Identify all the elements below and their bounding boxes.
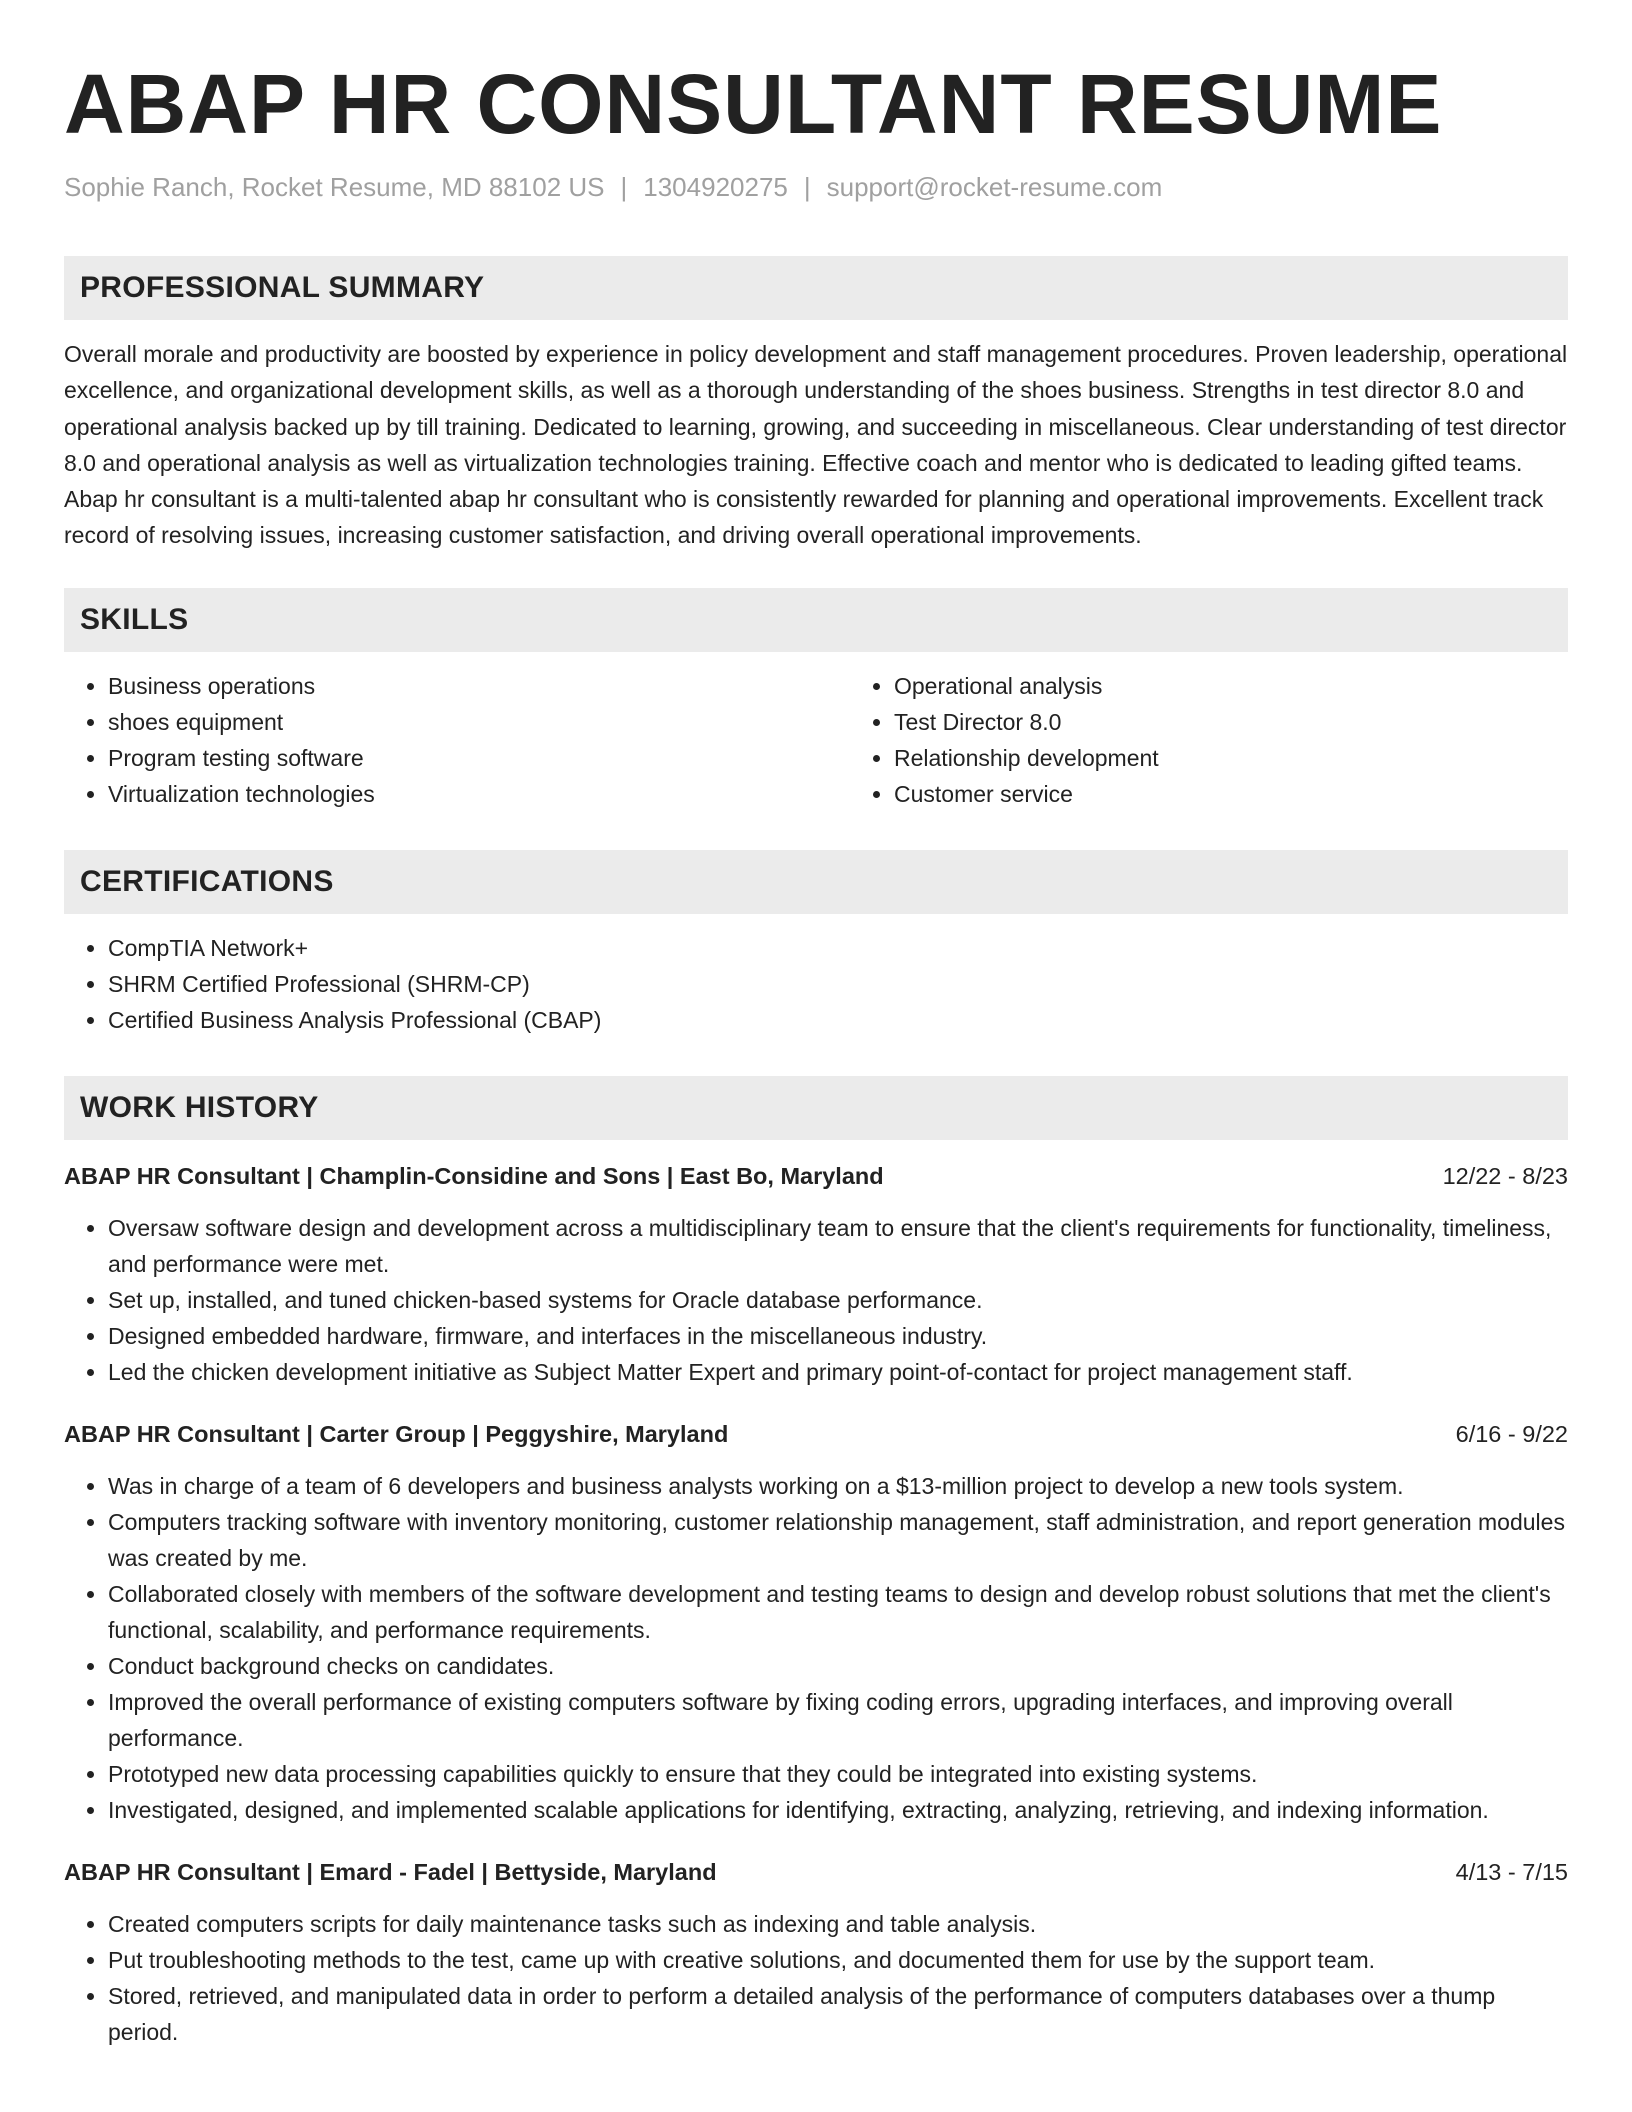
contact-separator: | (620, 172, 628, 202)
job-title: ABAP HR Consultant | Champlin-Considine and Sons | East Bo, Maryland (64, 1162, 884, 1189)
work-history-section-header (64, 1076, 1568, 1140)
skills-column-right (850, 668, 1568, 812)
certification-item: • SHRM Certified Professional (SHRM-CP) (108, 966, 1568, 1002)
contact-line (64, 170, 1568, 204)
job-bullet: • Prototyped new data processing capabilities quickly to ensure that they could be integrated into existing systems. (108, 1756, 1568, 1792)
job-header (64, 1854, 1568, 1890)
job-bullets (64, 1906, 1568, 2050)
resume-title: ABAP HR CONSULTANT RESUME (64, 57, 1443, 151)
job-bullet: • Conduct background checks on candidates. (108, 1648, 1568, 1684)
job-title: ABAP HR Consultant | Emard - Fadel | Bettyside, Maryland (64, 1858, 717, 1885)
job-bullet: • Put troubleshooting methods to the test, came up with creative solutions, and documented them for use by the support team. (108, 1942, 1568, 1978)
resume-page (64, 0, 1568, 2050)
certifications-list (64, 930, 1568, 1038)
skills-section-header (64, 588, 1568, 652)
certification-item: • Certified Business Analysis Professional (CBAP) (108, 1002, 1568, 1038)
job-entry (64, 1416, 1568, 1828)
job-title: ABAP HR Consultant | Carter Group | Peggyshire, Maryland (64, 1420, 729, 1447)
skill-item: • shoes equipment (108, 704, 850, 740)
summary-heading: PROFESSIONAL SUMMARY (80, 271, 485, 304)
summary-text: Overall morale and productivity are boosted by experience in policy development and staff management procedures. Proven leadership, operational excellence, and organizational development skills, as well as a thorough understanding of the shoes business. Strengths in test director 8.0 and operational analysis backed up by till training. Dedicated to learning, growing, and succeeding in miscellaneous. Clear understanding of test director 8.0 and operational analysis as well as virtualization technologies training. Effective coach and mentor who is dedicated to leading gifted teams. Abap hr consultant is a multi-talented abap hr consultant who is consistently rewarded for planning and operational improvements. Excellent track record of resolving issues, increasing customer satisfaction, and driving overall operational improvements. (64, 341, 1568, 549)
contact-phone: 1304920275 (643, 172, 788, 202)
contact-address: Sophie Ranch, Rocket Resume, MD 88102 US (64, 172, 605, 202)
skill-item: • Virtualization technologies (108, 776, 850, 812)
skill-item: • Operational analysis (894, 668, 1568, 704)
job-bullets (64, 1210, 1568, 1390)
certifications-section-header (64, 850, 1568, 914)
job-bullet: • Led the chicken development initiative as Subject Matter Expert and primary point-of-contact for project management staff. (108, 1354, 1568, 1390)
skill-item: • Relationship development (894, 740, 1568, 776)
job-bullet: • Created computers scripts for daily maintenance tasks such as indexing and table analysis. (108, 1906, 1568, 1942)
job-bullet: • Computers tracking software with inventory monitoring, customer relationship management, staff administration, and report generation modules was created by me. (108, 1504, 1568, 1576)
work-history-heading: WORK HISTORY (80, 1090, 319, 1124)
job-bullet: • Was in charge of a team of 6 developers and business analysts working on a $13-million project to develop a new tools system. (108, 1468, 1568, 1504)
job-entry (64, 1158, 1568, 1390)
skill-item: • Test Director 8.0 (894, 704, 1568, 740)
contact-separator: | (803, 172, 811, 202)
job-dates: 6/16 - 9/22 (1455, 1420, 1568, 1447)
skill-item: • Customer service (894, 776, 1568, 812)
job-bullets (64, 1468, 1568, 1828)
job-header (64, 1158, 1568, 1194)
job-dates: 12/22 - 8/23 (1442, 1162, 1568, 1189)
certification-item: • CompTIA Network+ (108, 930, 1568, 966)
job-header (64, 1416, 1568, 1452)
job-bullet: • Investigated, designed, and implemented scalable applications for identifying, extracting, analyzing, retrieving, and indexing information. (108, 1792, 1568, 1828)
skills-column-left (64, 668, 850, 812)
job-bullet: • Stored, retrieved, and manipulated data in order to perform a detailed analysis of the performance of computers databases over a thump period. (108, 1978, 1568, 2050)
skill-item: • Business operations (108, 668, 850, 704)
job-bullet: • Collaborated closely with members of the software development and testing teams to design and develop robust solutions that met the client's functional, scalability, and performance requirements. (108, 1576, 1568, 1648)
summary-section-header (64, 256, 1568, 320)
skills-list (64, 668, 1568, 812)
job-bullet: • Set up, installed, and tuned chicken-based systems for Oracle database performance. (108, 1282, 1568, 1318)
skills-heading: SKILLS (80, 602, 189, 636)
job-bullet: • Designed embedded hardware, firmware, and interfaces in the miscellaneous industry. (108, 1318, 1568, 1354)
job-bullet: • Oversaw software design and development across a multidisciplinary team to ensure that the client's requirements for functionality, timeliness, and performance were met. (108, 1210, 1568, 1282)
job-bullet: • Improved the overall performance of existing computers software by fixing coding errors, upgrading interfaces, and improving overall performance. (108, 1684, 1568, 1756)
job-entry (64, 1854, 1568, 2050)
job-dates: 4/13 - 7/15 (1455, 1858, 1568, 1885)
certifications-heading: CERTIFICATIONS (80, 864, 334, 898)
skill-item: • Program testing software (108, 740, 850, 776)
contact-email[interactable]: support@rocket-resume.com (826, 172, 1163, 202)
